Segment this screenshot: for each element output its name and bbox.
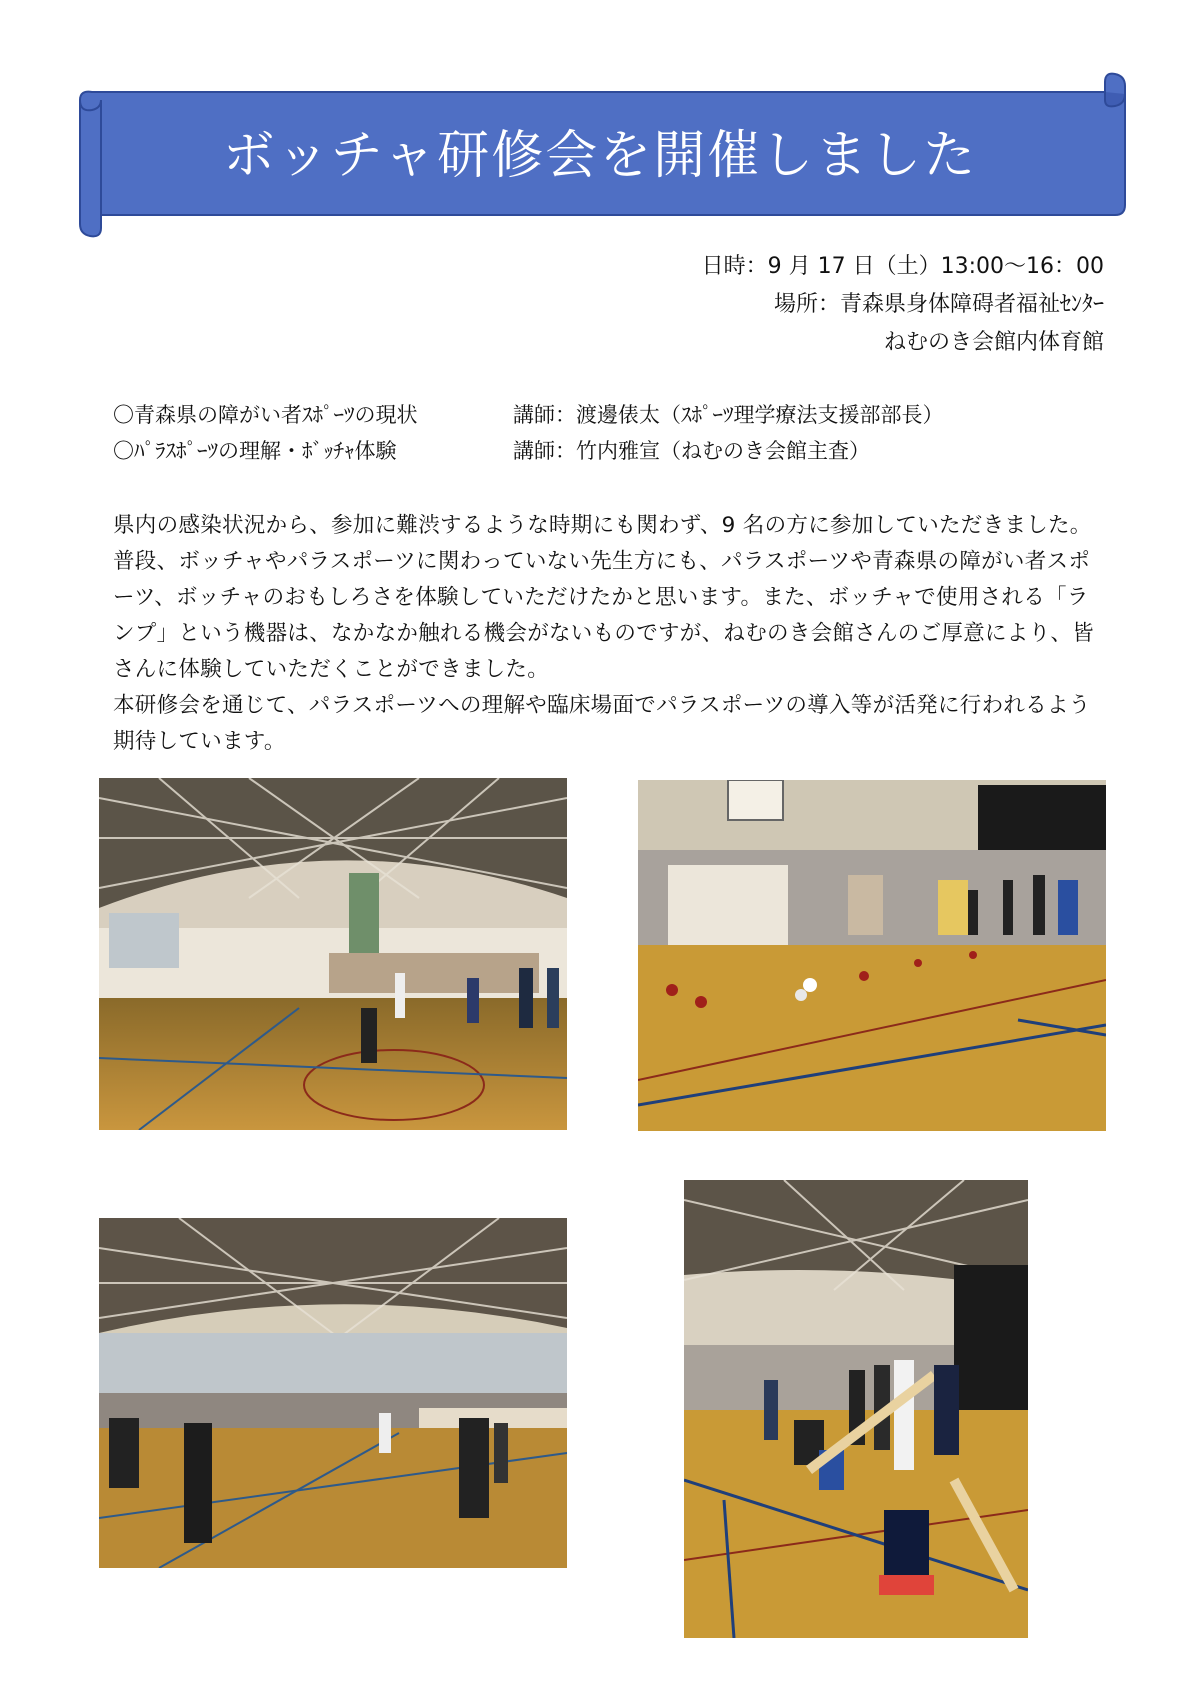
topic-lecturer: 講師：竹内雅宣（ねむのき会館主査） xyxy=(513,439,870,463)
gym-photo-3 xyxy=(99,1218,567,1568)
topic-name: 〇青森県の障がい者ｽﾎﾟｰﾂの現状 xyxy=(113,403,418,427)
gym-photo-2 xyxy=(638,780,1106,1131)
report-paragraph: 県内の感染状況から、参加に難渋するような時期にも関わず、9 名の方に参加していただきました。普段、ボッチャやパラスポーツに関わっていない先生方にも、パラスポーツや青森県の障がい者スポーツ、ボッチャのおもしろさを体験していただけたかと思います。また、ボッチャで使用される「ランプ」という機器は、なかなか触れる機会がないものですが、ねむのき会館さんのご厚意により、皆さんに体験していただくことができました。 xyxy=(113,513,1095,682)
topic-row xyxy=(113,397,1113,433)
topic-lecturer: 講師：渡邊俵太（ｽﾎﾟｰﾂ理学療法支援部部長） xyxy=(513,403,944,427)
page-title: ボッチャ研修会を開催しました xyxy=(222,125,978,186)
report-paragraph: 本研修会を通じて、パラスポーツへの理解や臨床場面でパラスポーツの導入等が活発に行われるよう期待しています。 xyxy=(113,693,1091,754)
topic-row xyxy=(113,433,1113,469)
report-body xyxy=(113,508,1108,760)
event-info xyxy=(702,248,1104,362)
gym-photo-1 xyxy=(99,778,567,1130)
event-venue: ねむのき会館内体育館 xyxy=(883,330,1104,355)
gym-photo-4 xyxy=(684,1180,1028,1638)
event-place: 場所：青森県身体障碍者福祉ｾﾝﾀｰ xyxy=(773,292,1104,317)
topic-name: 〇ﾊﾟﾗｽﾎﾟｰﾂの理解・ﾎﾞｯﾁｬ体験 xyxy=(113,439,397,463)
topic-list xyxy=(113,397,1113,469)
event-date: 日時：9 月 17 日（土）13:00～16：00 xyxy=(701,254,1104,279)
